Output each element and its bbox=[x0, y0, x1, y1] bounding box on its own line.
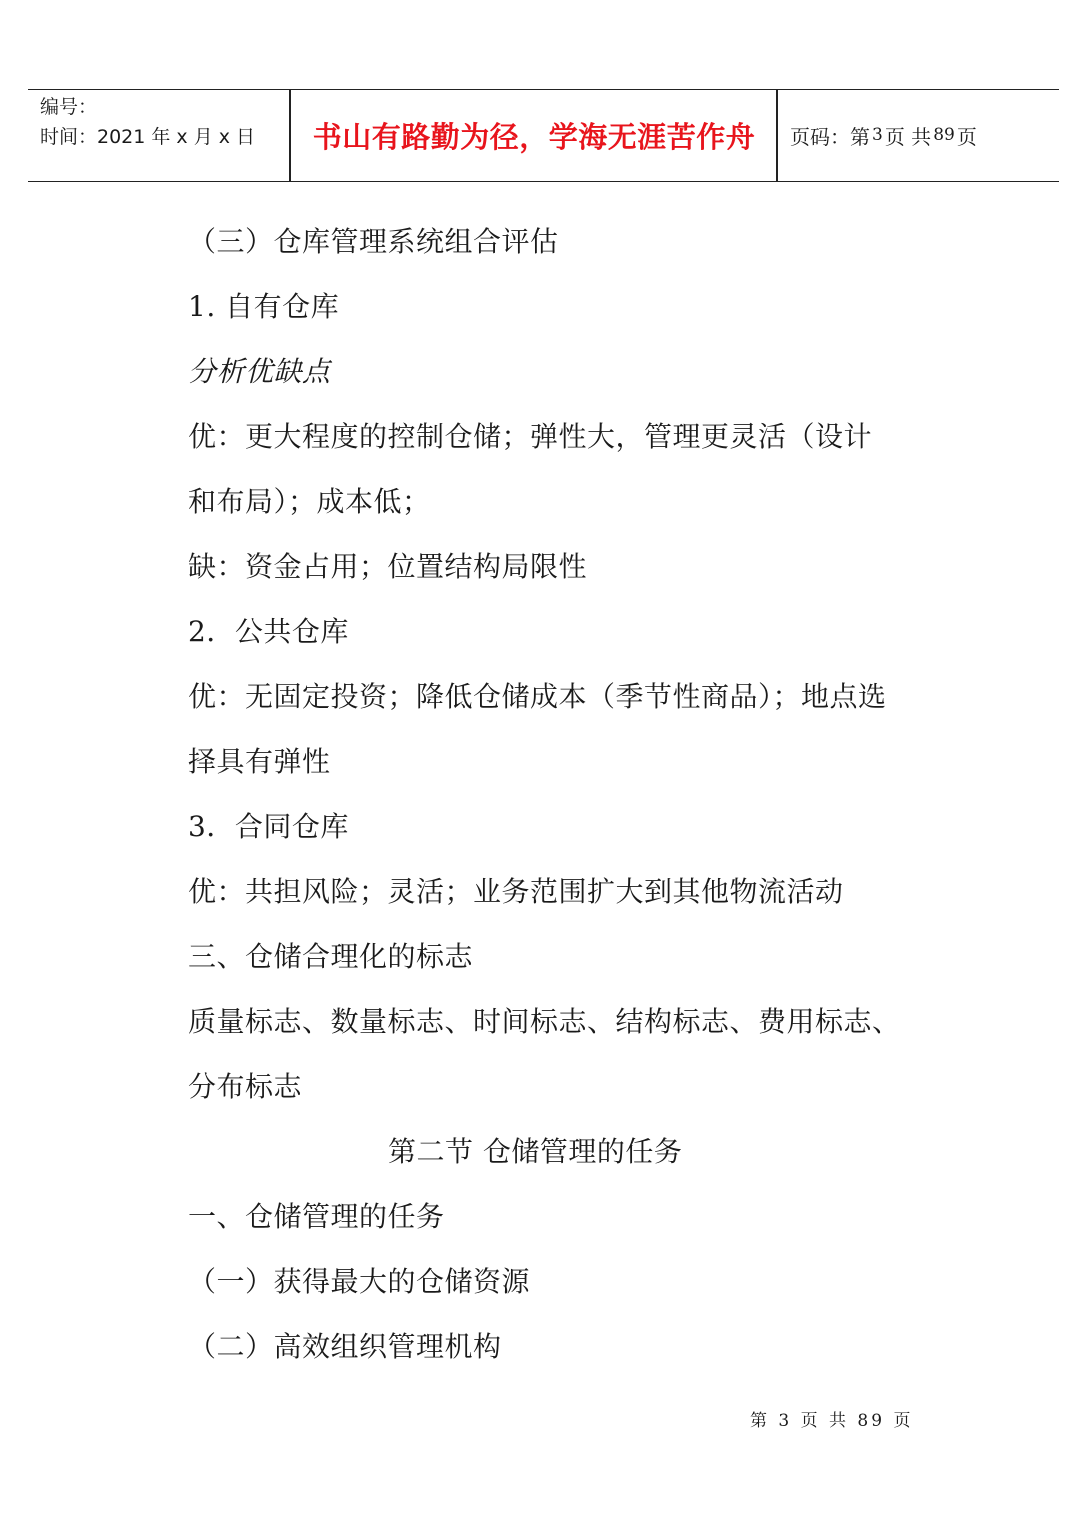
page-prefix: 页码：第 bbox=[790, 124, 870, 149]
section-heading: 一、仓储管理的任务 bbox=[188, 1200, 445, 1233]
header-motto: 书山有路勤为径，学海无涯苦作舟 bbox=[312, 119, 756, 154]
list-heading: 1. 自有仓库 bbox=[188, 290, 340, 323]
page-current: 3 bbox=[872, 125, 883, 145]
document-number-label: 编号： bbox=[40, 96, 98, 118]
list-heading: 3．合同仓库 bbox=[188, 810, 349, 843]
paragraph-line: 和布局）；成本低； bbox=[188, 485, 431, 518]
paragraph-line: 择具有弹性 bbox=[188, 745, 331, 778]
italic-note: 分析优缺点 bbox=[188, 355, 331, 388]
subheading: （二）高效组织管理机构 bbox=[188, 1330, 502, 1363]
subheading: （三）仓库管理系统组合评估 bbox=[188, 225, 559, 258]
paragraph-line: 优：无固定投资；降低仓储成本（季节性商品）；地点选 bbox=[188, 680, 887, 713]
paragraph-line: 优：共担风险；灵活；业务范围扩大到其他物流活动 bbox=[188, 875, 844, 908]
paragraph-line: 缺：资金占用；位置结构局限性 bbox=[188, 550, 588, 583]
section-heading: 三、仓储合理化的标志 bbox=[188, 940, 474, 973]
chapter-section-title: 第二节 仓储管理的任务 bbox=[388, 1135, 683, 1168]
header-meta bbox=[40, 92, 290, 152]
paragraph-line: 优：更大程度的控制仓储；弹性大，管理更灵活（设计 bbox=[188, 420, 873, 453]
page-footer: 第 3 页 共 89 页 bbox=[750, 1411, 914, 1431]
page-total: 89 bbox=[933, 125, 955, 145]
list-heading: 2．公共仓库 bbox=[188, 615, 349, 648]
page-header bbox=[28, 89, 1059, 182]
document-time: 时间：2021 年 x 月 x 日 bbox=[40, 126, 256, 148]
paragraph-line: 分布标志 bbox=[188, 1070, 303, 1103]
subheading: （一）获得最大的仓储资源 bbox=[188, 1265, 531, 1298]
header-divider bbox=[776, 90, 778, 181]
page-middle: 页 共 bbox=[884, 124, 932, 149]
header-page-info bbox=[790, 90, 977, 180]
page-suffix: 页 bbox=[956, 124, 977, 149]
paragraph-line: 质量标志、数量标志、时间标志、结构标志、费用标志、 bbox=[188, 1005, 901, 1038]
